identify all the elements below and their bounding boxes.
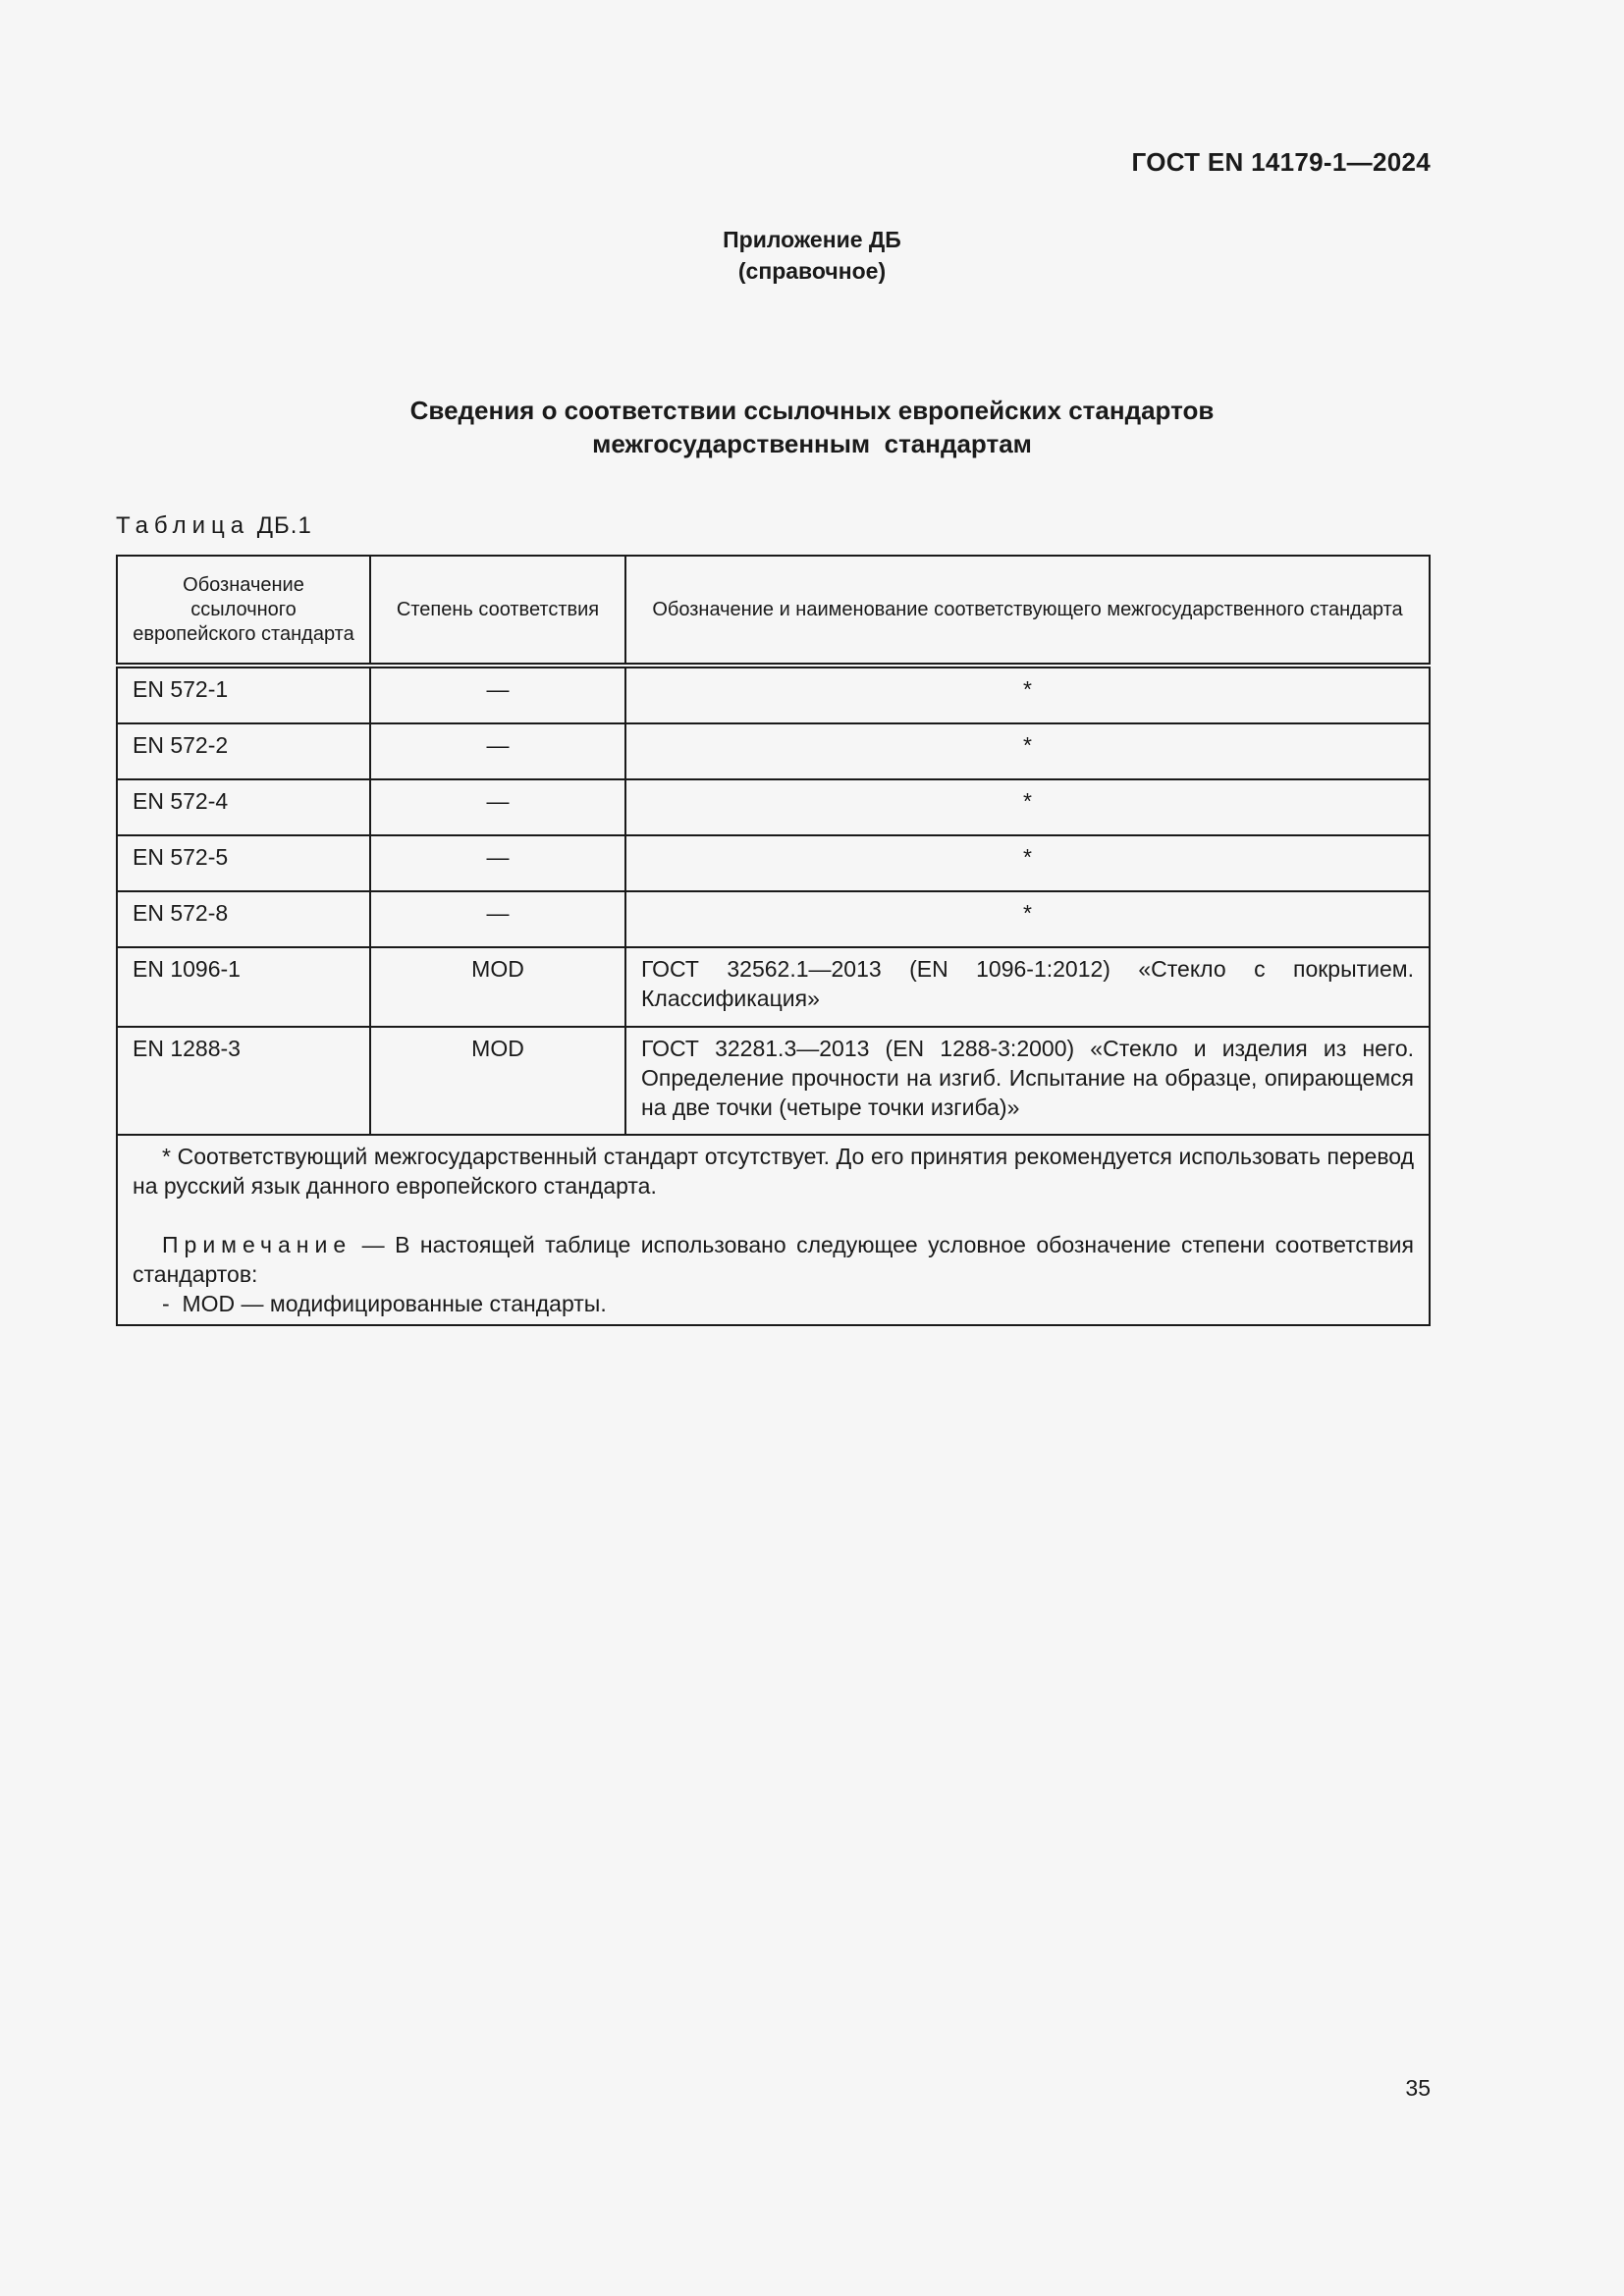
cell-national: * <box>625 835 1430 891</box>
table-row <box>117 835 1430 891</box>
table-caption <box>116 512 312 540</box>
table-row <box>117 891 1430 947</box>
note-text: — В настоящей таблице использовано следующее условное обозначение степени соответствия стандартов: <box>133 1232 1414 1287</box>
annex-title-block <box>0 224 1624 287</box>
cell-ref: EN 1096-1 <box>117 947 370 1027</box>
table-row <box>117 947 1430 1027</box>
cell-degree: MOD <box>370 1027 625 1135</box>
cell-degree: — <box>370 723 625 779</box>
header-ref-standard: Обозначение ссылочного европейского стандарта <box>117 556 370 666</box>
section-heading <box>0 394 1624 460</box>
cell-ref: EN 572-1 <box>117 666 370 723</box>
table-caption-number: ДБ.1 <box>256 512 312 539</box>
header-national-standard: Обозначение и наименование соответствующего межгосударственного стандарта <box>625 556 1430 666</box>
header-degree: Степень соответствия <box>370 556 625 666</box>
heading-line-1: Сведения о соответствии ссылочных европейских стандартов <box>409 396 1215 425</box>
cell-ref: EN 572-4 <box>117 779 370 835</box>
table-footnote-cell <box>117 1135 1430 1325</box>
cell-degree: — <box>370 891 625 947</box>
correspondence-table <box>116 555 1431 1326</box>
cell-degree: — <box>370 779 625 835</box>
table-header-row <box>117 556 1430 666</box>
note-item: - MOD — модифицированные стандарты. <box>162 1291 607 1316</box>
annex-title: Приложение ДБ <box>723 227 901 252</box>
table-footnote-row <box>117 1135 1430 1325</box>
table-caption-word: Таблица <box>116 512 250 539</box>
document-code: ГОСТ EN 14179-1—2024 <box>1131 147 1431 177</box>
table-row <box>117 666 1430 723</box>
cell-degree: — <box>370 666 625 723</box>
cell-ref: EN 572-5 <box>117 835 370 891</box>
table-row <box>117 779 1430 835</box>
annex-subtitle: (справочное) <box>737 258 887 284</box>
cell-national: * <box>625 723 1430 779</box>
table-row <box>117 1027 1430 1135</box>
footnote-text: * Соответствующий межгосударственный стандарт отсутствует. До его принятия рекомендуется использовать перевод на русский язык данного европейского стандарта. <box>133 1144 1414 1199</box>
cell-national: * <box>625 779 1430 835</box>
page-number: 35 <box>1405 2075 1431 2101</box>
cell-ref: EN 572-2 <box>117 723 370 779</box>
heading-line-2: межгосударственным стандартам <box>592 429 1032 458</box>
cell-degree: — <box>370 835 625 891</box>
cell-national: ГОСТ 32562.1—2013 (EN 1096-1:2012) «Стекло с покрытием. Классификация» <box>625 947 1430 1027</box>
cell-national: * <box>625 891 1430 947</box>
cell-ref: EN 1288-3 <box>117 1027 370 1135</box>
table-row <box>117 723 1430 779</box>
note-label: Примечание <box>162 1232 352 1257</box>
cell-degree: MOD <box>370 947 625 1027</box>
cell-ref: EN 572-8 <box>117 891 370 947</box>
cell-national: ГОСТ 32281.3—2013 (EN 1288-3:2000) «Стекло и изделия из него. Определение прочности на изгиб. Испытание на образце, опирающемся на две точки (четыре точки изгиба)» <box>625 1027 1430 1135</box>
cell-national: * <box>625 666 1430 723</box>
note-paragraph <box>133 1230 1414 1289</box>
